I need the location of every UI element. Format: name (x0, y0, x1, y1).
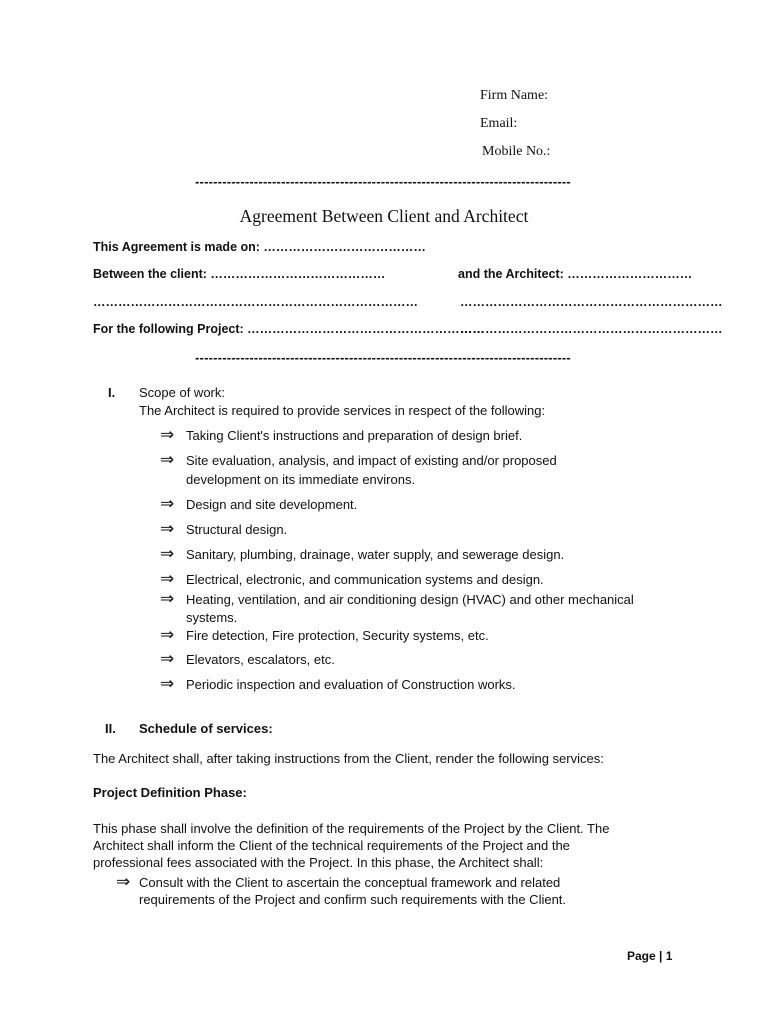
scope-item: Design and site development. (186, 497, 358, 512)
mobile-label: Mobile No.: (482, 144, 551, 159)
page-number: Page | 1 (627, 949, 673, 963)
arrow-icon: ⇒ (160, 569, 175, 588)
arrow-icon: ⇒ (160, 519, 175, 538)
phase-paragraph-line: Architect shall inform the Client of the technical requirements of the Project and the (93, 838, 570, 853)
scope-item: Fire detection, Fire protection, Security systems, etc. (186, 628, 489, 643)
section-2-heading: Schedule of services: (139, 721, 273, 736)
arrow-icon: ⇒ (116, 872, 131, 891)
firm-name-label: Firm Name: (480, 88, 549, 103)
scope-item-continuation: development on its immediate environs. (186, 472, 416, 487)
architect-field-line2: ……………………………………………………… (460, 295, 723, 309)
section-1-numeral: I. (108, 385, 116, 400)
scope-item: Structural design. (186, 522, 288, 537)
phase-heading: Project Definition Phase: (93, 785, 247, 800)
phase-paragraph-line: professional fees associated with the Project. In this phase, the Architect shall: (93, 855, 544, 870)
scope-item: Taking Client's instructions and preparation of design brief. (186, 428, 523, 443)
client-field-line2: …………………………………………………………………… (93, 295, 418, 309)
section-1-intro: The Architect is required to provide services in respect of the following: (139, 403, 546, 418)
section-2-intro: The Architect shall, after taking instructions from the Client, render the following services: (93, 751, 604, 766)
arrow-icon: ⇒ (160, 425, 175, 444)
arrow-icon: ⇒ (160, 450, 175, 469)
separator-bottom: ----------------------------------------------------------------------------------- (195, 350, 571, 365)
phase-bullet-continuation: requirements of the Project and confirm such requirements with the Client. (139, 892, 567, 907)
scope-item: Periodic inspection and evaluation of Construction works. (186, 677, 516, 692)
phase-bullet: Consult with the Client to ascertain the conceptual framework and related (139, 875, 561, 890)
scope-item: Site evaluation, analysis, and impact of existing and/or proposed (186, 453, 557, 468)
arrow-icon: ⇒ (160, 544, 175, 563)
arrow-icon: ⇒ (160, 625, 175, 644)
scope-item: Electrical, electronic, and communication systems and design. (186, 572, 544, 587)
scope-item: Sanitary, plumbing, drainage, water supply, and sewerage design. (186, 547, 565, 562)
arrow-icon: ⇒ (160, 494, 175, 513)
page-title: Agreement Between Client and Architect (239, 206, 529, 226)
client-field: Between the client: …………………………………… (93, 267, 386, 281)
agreement-date-field: This Agreement is made on: ………………………………… (93, 240, 426, 254)
phase-paragraph-line: This phase shall involve the definition of the requirements of the Project by the Client. The (93, 821, 610, 836)
architect-field: and the Architect: ………………………… (458, 267, 693, 281)
arrow-icon: ⇒ (160, 649, 175, 668)
separator-top: ----------------------------------------------------------------------------------- (195, 174, 571, 189)
scope-item: Heating, ventilation, and air conditioning design (HVAC) and other mechanical (186, 592, 634, 607)
project-field: For the following Project: ………………………………………………… (93, 322, 485, 336)
section-2-numeral: II. (105, 721, 116, 736)
arrow-icon: ⇒ (160, 589, 175, 608)
section-1-heading: Scope of work: (139, 385, 225, 400)
scope-item-continuation: systems. (186, 610, 238, 625)
scope-item: Elevators, escalators, etc. (186, 652, 335, 667)
project-field-line2: ……………………………………………………… (460, 322, 723, 336)
email-label: Email: (480, 116, 518, 131)
arrow-icon: ⇒ (160, 674, 175, 693)
